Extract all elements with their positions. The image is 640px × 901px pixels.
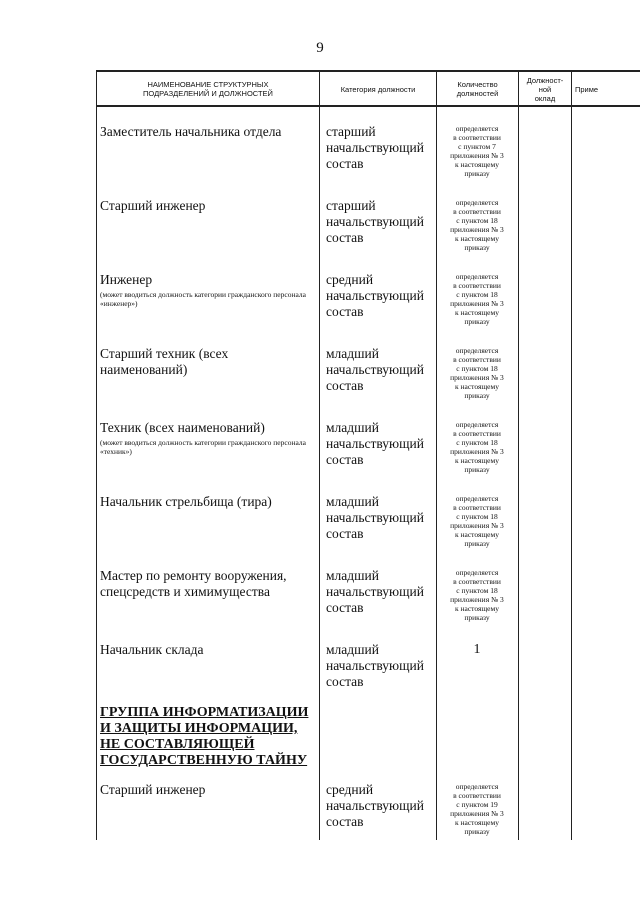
- position-quantity: определяется в соответствии с пунктом 18 приложения № 3 к настоящему приказу: [450, 568, 504, 622]
- position-category: младший начальствующий состав: [326, 568, 424, 615]
- position-category: младший начальствующий состав: [326, 642, 424, 689]
- position-note: (может вводиться должность категории гражданского персонала «техник»): [100, 438, 306, 456]
- header-category: Категория должности: [340, 84, 416, 94]
- column-divider: [518, 70, 519, 840]
- header-note: Приме: [575, 84, 599, 94]
- header-quantity: Количество должностей: [456, 80, 499, 98]
- position-category: старший начальствующий состав: [326, 124, 424, 171]
- position-name: Старший инженер: [100, 782, 206, 797]
- position-quantity: определяется в соответствии с пунктом 18 приложения № 3 к настоящему приказу: [450, 494, 504, 548]
- header-name: НАИМЕНОВАНИЕ СТРУКТУРНЫХ ПОДРАЗДЕЛЕНИЙ И ДОЛЖНОСТЕЙ: [143, 80, 273, 98]
- column-divider: [571, 70, 572, 840]
- position-quantity: определяется в соответствии с пунктом 19 приложения № 3 к настоящему приказу: [450, 782, 504, 836]
- position-name: Начальник склада: [100, 642, 204, 657]
- position-name: Инженер: [100, 272, 153, 287]
- position-quantity: определяется в соответствии с пунктом 18 приложения № 3 к настоящему приказу: [450, 420, 504, 474]
- position-category: средний начальствующий состав: [326, 782, 424, 829]
- position-category: средний начальствующий состав: [326, 272, 424, 319]
- position-quantity: 1: [473, 642, 481, 657]
- position-category: старший начальствующий состав: [326, 198, 424, 245]
- position-name: Заместитель начальника отдела: [100, 124, 282, 139]
- position-note: (может вводиться должность категории гражданского персонала «инженер»): [100, 290, 306, 308]
- group-title: ГРУППА ИНФОРМАТИЗАЦИИ И ЗАЩИТЫ ИНФОРМАЦИИ, НЕ СОСТАВЛЯЮЩЕЙ ГОСУДАРСТВЕННУЮ ТАЙНУ: [100, 705, 309, 768]
- position-category: младший начальствующий состав: [326, 346, 424, 393]
- position-name: Старший техник (всех наименований): [100, 346, 229, 377]
- column-divider: [436, 70, 437, 840]
- position-name: Мастер по ремонту вооружения, спецсредств и химимущества: [100, 568, 287, 599]
- position-quantity: определяется в соответствии с пунктом 18 приложения № 3 к настоящему приказу: [450, 272, 504, 326]
- column-divider: [319, 70, 320, 840]
- position-category: младший начальствующий состав: [326, 420, 424, 467]
- position-name: Начальник стрельбища (тира): [100, 494, 272, 509]
- column-divider: [96, 70, 97, 840]
- position-category: младший начальствующий состав: [326, 494, 424, 541]
- position-quantity: определяется в соответствии с пунктом 7 приложения № 3 к настоящему приказу: [450, 124, 504, 178]
- position-name: Техник (всех наименований): [100, 420, 265, 435]
- position-name: Старший инженер: [100, 198, 206, 213]
- position-quantity: определяется в соответствии с пунктом 18 приложения № 3 к настоящему приказу: [450, 346, 504, 400]
- position-quantity: определяется в соответствии с пунктом 18 приложения № 3 к настоящему приказу: [450, 198, 504, 252]
- page-number: 9: [316, 40, 324, 56]
- header-salary: Должност- ной оклад: [526, 75, 564, 103]
